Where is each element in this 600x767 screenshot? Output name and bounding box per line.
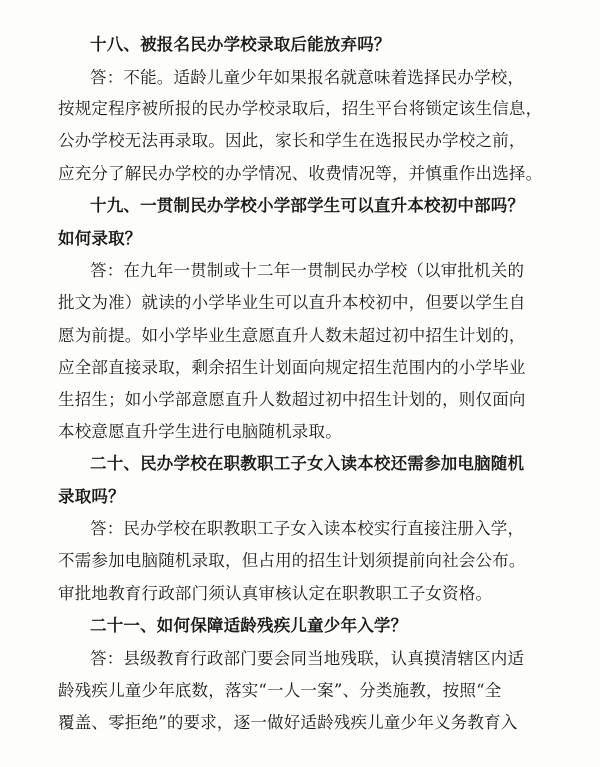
section-20-answer-line: 答：民办学校在职教职工子女入读本校实行直接注册入学， [90,519,525,538]
section-18-answer-line: 应充分了解民办学校的办学情况、收费情况等，并慎重作出选择。 [58,164,543,183]
section-19-answer-line: 本校意愿直升学生进行电脑随机录取。 [58,422,342,441]
section-20-answer-line: 不需参加电脑随机录取，但占用的招生计划须提前向社会公布。 [58,551,526,570]
section-20-answer-line: 审批地教育行政部门须认真审核认定在职教职工子女资格。 [58,584,493,603]
section-21-answer-line: 答：县级教育行政部门要会同当地残联，认真摸清辖区内适 [90,649,525,668]
section-19-answer-line: 批文为准）就读的小学毕业生可以直升本校初中，但要以学生自 [58,293,526,312]
section-19-answer-line: 应全部直接录取，剩余招生计划面向规定招生范围内的小学毕业 [58,358,526,377]
section-18-answer-line: 答：不能。适龄儿童少年如果报名就意味着选择民办学校， [90,68,525,87]
section-19-answer-line: 答：在九年一贯制或十二年一贯制民办学校（以审批机关的 [90,261,525,280]
section-18-answer-line: 公办学校无法再录取。因此，家长和学生在选报民办学校之前， [58,131,526,150]
section-21-answer-line: 覆盖、零拒绝”的要求，逐一做好适龄残疾儿童少年义务教育入 [58,713,518,732]
section-19-answer-line: 生招生；如小学部意愿直升人数超过初中招生计划的，则仅面向 [58,390,526,409]
section-19-answer-line: 愿为前提。如小学毕业生意愿直升人数未超过初中招生计划的， [58,326,526,345]
section-20-heading-cont: 录取吗？ [58,487,125,506]
section-19-heading-cont: 如何录取？ [58,229,142,248]
section-20-heading: 二十、民办学校在职教职工子女入读本校还需参加电脑随机 [90,454,525,473]
section-21-heading: 二十一、如何保障适龄残疾儿童少年入学？ [90,616,408,635]
section-19-heading: 十九、一贯制民办学校小学部学生可以直升本校初中部吗？ [90,196,525,215]
section-18-answer-line: 按规定程序被所报的民办学校录取后，招生平台将锁定该生信息， [58,99,543,118]
section-18-heading: 十八、被报名民办学校录取后能放弃吗？ [90,35,391,54]
section-21-answer-line: 龄残疾儿童少年底数，落实“一人一案”、分类施教，按照“全 [58,681,502,700]
